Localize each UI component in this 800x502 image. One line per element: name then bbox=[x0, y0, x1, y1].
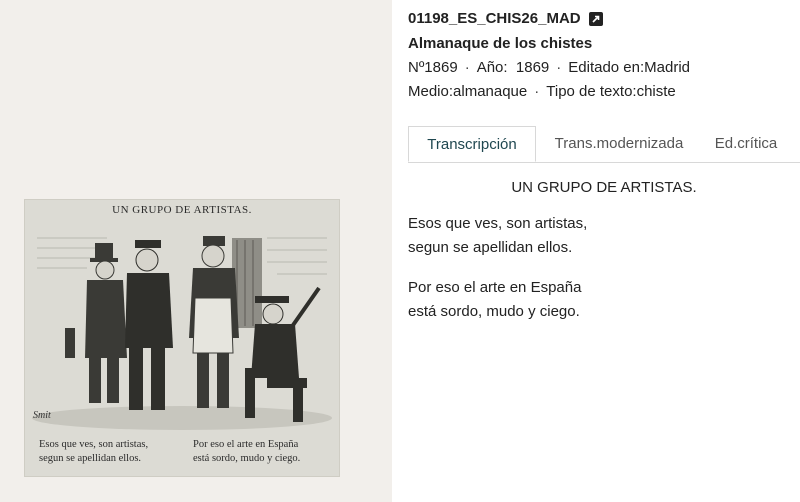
text-type: Tipo de texto:chiste bbox=[546, 83, 676, 100]
verse-line: está sordo, mudo y ciego. bbox=[408, 303, 580, 320]
image-caption-right bbox=[193, 438, 333, 466]
artist-signature: Smit bbox=[33, 410, 51, 421]
caption-line: está sordo, mudo y ciego. bbox=[193, 453, 301, 464]
record-id: 01198_ES_CHIS26_MAD bbox=[408, 10, 581, 27]
tab-ed-critica[interactable]: Ed.crítica bbox=[714, 135, 778, 152]
image-caption-left bbox=[39, 438, 189, 466]
publication-details bbox=[408, 57, 788, 79]
separator: · bbox=[556, 59, 562, 76]
issue-number: Nº1869 bbox=[408, 59, 458, 76]
verse-line: segun se apellidan ellos. bbox=[408, 239, 573, 256]
verse-line: Esos que ves, son artistas, bbox=[408, 215, 588, 232]
stanza bbox=[408, 212, 800, 260]
medium: Medio:almanaque bbox=[408, 83, 528, 100]
caption-line: Esos que ves, son artistas, bbox=[39, 439, 149, 450]
record-metadata bbox=[408, 8, 788, 103]
caption-line: Por eso el arte en España bbox=[193, 439, 299, 450]
external-link-icon[interactable] bbox=[589, 12, 603, 26]
transcription-content bbox=[408, 178, 800, 324]
caption-line: segun se apellidan ellos. bbox=[39, 453, 142, 464]
image-title: UN GRUPO DE ARTISTAS. bbox=[112, 204, 252, 216]
engraving-illustration bbox=[27, 218, 337, 432]
record-id-row bbox=[408, 8, 788, 30]
separator: · bbox=[464, 59, 470, 76]
tab-trans-modernizada[interactable]: Trans.modernizada bbox=[554, 135, 684, 152]
edition-tabs bbox=[408, 126, 800, 163]
edited-in: Editado en:Madrid bbox=[568, 59, 691, 76]
stanza bbox=[408, 276, 800, 324]
publication-title: Almanaque de los chistes bbox=[408, 35, 593, 52]
image-panel bbox=[0, 0, 392, 502]
publication-type-details bbox=[408, 81, 788, 103]
transcription-title: UN GRUPO DE ARTISTAS. bbox=[511, 179, 697, 196]
year-value: 1869 bbox=[515, 59, 550, 76]
verse-line: Por eso el arte en España bbox=[408, 279, 582, 296]
separator: · bbox=[534, 83, 540, 100]
year-label: Año: bbox=[476, 59, 508, 76]
engraving-image[interactable] bbox=[24, 199, 340, 477]
tab-transcripcion[interactable]: Transcripción bbox=[408, 126, 536, 162]
